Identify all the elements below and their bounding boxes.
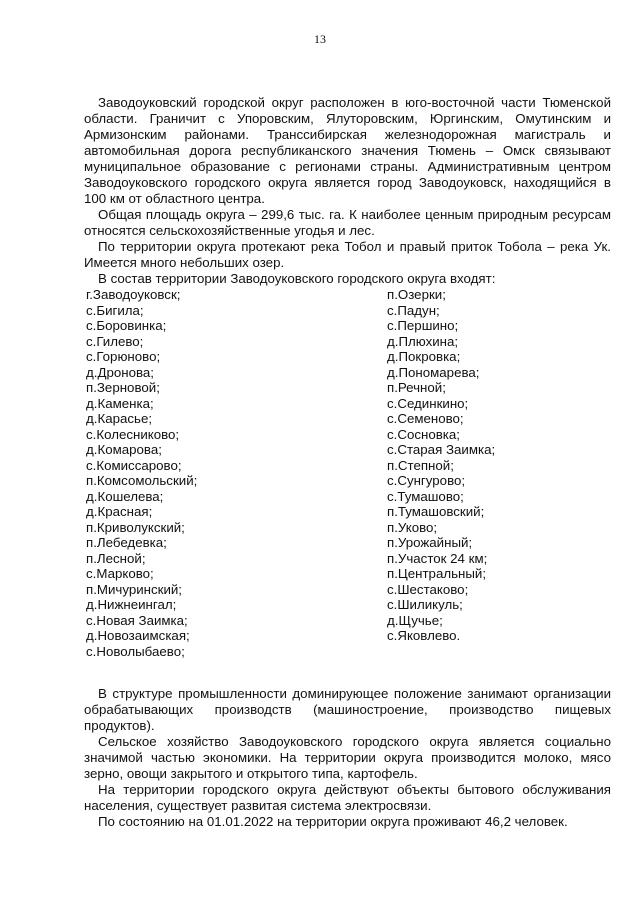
document-body [84,95,611,830]
settlement-item: с.Шестаково; [387,581,469,597]
settlement-item: п.Озерки; [387,287,446,302]
page-number: 13 [314,32,326,46]
settlement-item: с.Старая Заимка; [387,442,496,457]
settlement-item: с.Бигила; [86,302,144,318]
settlements-right-column [387,287,495,644]
settlement-item: г.Заводоуковск; [86,287,181,302]
settlement-item: д.Плюхина; [387,333,459,349]
settlement-item: с.Колесниково; [86,426,180,442]
settlement-item: с.Комиссарово; [86,457,182,473]
paragraph-services: На территории городского округа действуют объекты бытового обслуживания населения, существует развитая система электросвязи. [84,782,611,813]
settlement-item: с.Семеново; [387,411,464,426]
settlement-item: д.Кошелева; [86,488,164,504]
settlement-item: п.Мичуринский; [86,581,183,597]
settlement-item: д.Комарова; [86,442,162,457]
settlement-item: д.Новозаимская; [86,628,190,643]
settlement-item: с.Падун; [387,302,440,318]
settlement-item: с.Сосновка; [387,426,460,442]
settlement-item: с.Марково; [86,566,154,581]
settlement-item: п.Речной; [387,380,446,395]
settlement-item: д.Дронова; [86,364,154,380]
settlement-item: с.Шиликуль; [387,597,463,612]
settlement-item: д.Красная; [86,504,153,519]
settlement-item: д.Каменка; [86,395,154,411]
settlement-item: с.Яковлево. [387,628,461,643]
settlement-item: д.Пономарева; [387,364,480,380]
settlement-item: с.Новолыбаево; [86,643,185,659]
paragraph-agriculture: Сельское хозяйство Заводоуковского городского округа является социально значимой частью экономики. На территории округа производится молоко, мясо зерно, овощи закрытого и открытого типа, картофель. [84,734,611,781]
paragraph-population: По состоянию на 01.01.2022 на территории округа проживают 46,2 человек. [98,814,568,829]
settlement-item: п.Урожайный; [387,535,473,550]
paragraph-location: Заводоуковский городской округ расположен в юго-восточной части Тюменской области. Граничит с Упоровским, Ялуторовским, Юргинским, Омутинским и Армизонским районами. Транссибирская железнодорожная магистраль и автомобильная дорога республиканского значения Тюмень – Омск связывают муниципальное образование с регионами страны. Административным центром Заводоуковского городского округа является город Заводоуковск, находящийся в 100 км от областного центра. [84,95,611,206]
settlement-item: д.Покровка; [387,349,461,364]
settlement-item: с.Тумашово; [387,488,464,504]
section-spacer [84,674,611,686]
settlement-item: п.Криволукский; [86,519,185,535]
settlement-item: с.Сединкино; [387,395,469,411]
settlement-item: с.Сунгурово; [387,473,466,488]
settlement-item: п.Лебедевка; [86,535,167,550]
settlement-item: с.Гилево; [86,333,144,349]
settlement-item: п.Уково; [387,519,438,535]
paragraph-industry: В структуре промышленности доминирующее положение занимают организации обрабатывающих производств (машиностроение, производство пищевых продуктов). [84,686,611,733]
settlements-left-column [86,287,197,659]
settlement-item: д.Щучье; [387,612,443,628]
settlement-item: д.Карасье; [86,411,153,426]
settlements-list [84,287,611,674]
settlement-item: с.Першино; [387,318,459,333]
paragraph-rivers: По территории округа протекают река Тобол и правый приток Тобола – река Ук. Имеется много небольших озер. [84,239,611,270]
settlement-item: п.Степной; [387,457,454,473]
settlement-item: п.Комсомольский; [86,473,198,488]
settlement-item: п.Центральный; [387,566,487,581]
settlement-item: п.Тумашовский; [387,504,485,519]
paragraph-composition-intro: В состав территории Заводоуковского городского округа входят: [98,271,496,286]
settlement-item: д.Нижнеингал; [86,597,177,612]
settlement-item: п.Лесной; [86,550,146,566]
settlement-item: с.Горюново; [86,349,161,364]
paragraph-area: Общая площадь округа – 299,6 тыс. га. К наиболее ценным природным ресурсам относятся сельскохозяйственные угодья и лес. [84,207,611,238]
settlement-item: с.Новая Заимка; [86,612,188,628]
settlement-item: с.Боровинка; [86,318,167,333]
settlement-item: п.Участок 24 км; [387,550,488,566]
settlement-item: п.Зерновой; [86,380,160,395]
